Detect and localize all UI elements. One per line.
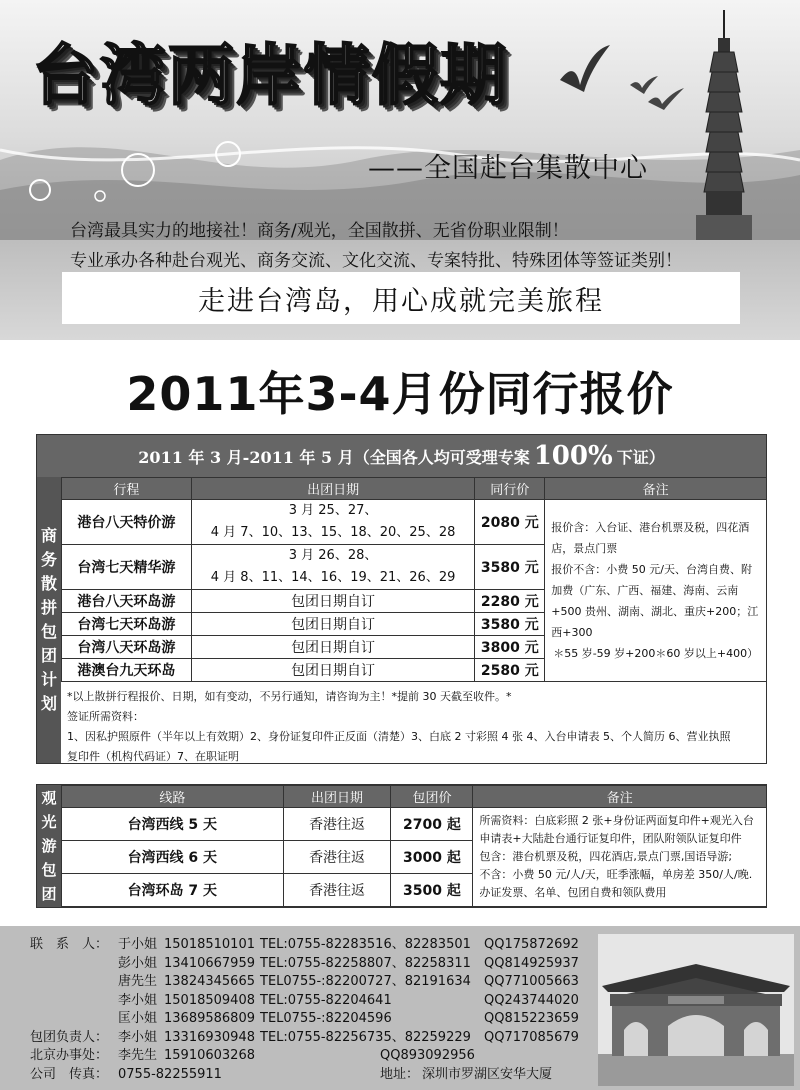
- sightseeing-grid: [61, 785, 767, 907]
- fine-print-line: *以上散拼行程报价、日期，如有变动，不另行通知，请咨询为主！*提前 30 天截至收件。*: [67, 690, 512, 703]
- dates-line: 4 月 8、11、14、16、19、21、26、29: [210, 570, 456, 585]
- contact-qq: QQ175872692: [484, 937, 579, 952]
- price-cell: 3580 元: [475, 613, 545, 636]
- side-char: 团: [40, 646, 57, 665]
- dates-line: 3 月 25、27、: [288, 503, 378, 518]
- dates-line: 4 月 7、10、13、15、18、20、25、28: [210, 525, 456, 540]
- table-header-row: [62, 478, 767, 500]
- intro-line-2: 专业承办各种赴台观光、商务交流、文化交流、专案特批、特殊团体等签证类别！: [70, 251, 682, 271]
- contact-mobile: 13689586809: [164, 1011, 255, 1026]
- side-char: 商: [40, 526, 57, 545]
- fine-print-line: 复印件（机构代码证）7、在职证明: [67, 750, 239, 763]
- depart-cell: 香港往返: [283, 808, 391, 841]
- price-cell: 2700 起: [391, 808, 473, 841]
- contact-tel: TEL:0755-82256735、82259229: [260, 1029, 471, 1045]
- main-title: 台湾两岸情假期: [32, 37, 508, 114]
- banner-rate: 100%: [533, 441, 613, 471]
- contact-label: 北京办事处：: [30, 1048, 109, 1063]
- route-cell: 台湾环岛 7 天: [62, 874, 284, 907]
- route-cell: 台湾西线 6 天: [62, 841, 284, 874]
- contact-name: 匡小姐: [118, 1011, 158, 1026]
- contact-mobile: 13316930948: [164, 1029, 255, 1045]
- side-char: 游: [41, 837, 57, 855]
- notes-line: 所需资料：白底彩照 2 张+身份证两面复印件+观光入台申请表+大陆赴台通行证复印件，团队附领队证复印件: [479, 814, 754, 845]
- contact-name: 李先生: [118, 1048, 158, 1063]
- contact-mobile: 15018509408: [164, 992, 255, 1008]
- col-route: 行程: [62, 478, 192, 500]
- contact-mobile: 13824345665: [164, 974, 255, 989]
- fine-print: [61, 685, 766, 769]
- depart-cell: 香港往返: [283, 841, 391, 874]
- contact-qq: QQ717085679: [484, 1029, 579, 1045]
- sightseeing-tour-table: [36, 784, 767, 908]
- notes-age-fee: ＊55 岁-59 岁+200＊60 岁以上+400）: [553, 647, 759, 660]
- dates-line: 3 月 26、28、: [288, 548, 378, 563]
- side-char: 划: [40, 694, 57, 713]
- business-notes: [545, 500, 767, 682]
- col-depart: 出团日期: [283, 786, 391, 808]
- dates-cell: 包团日期自订: [191, 636, 475, 659]
- price-cell: 3500 起: [391, 874, 473, 907]
- seagulls-icon: [550, 40, 690, 120]
- col-notes: 备注: [545, 478, 767, 500]
- header-banner: [0, 0, 800, 340]
- fax-number: 0755-82255911: [118, 1066, 222, 1082]
- taipei-101-icon: [692, 10, 756, 240]
- contact-mobile: 13410667959: [164, 955, 255, 971]
- contact-qq: QQ771005663: [484, 974, 579, 989]
- side-char: 包: [40, 622, 57, 641]
- col-route: 线路: [62, 786, 284, 808]
- notes-line: 不含：小费 50 元/人/天，旺季涨幅，单房差 350/人/晚.: [479, 868, 753, 881]
- route-cell: 台湾西线 5 天: [62, 808, 284, 841]
- side-char: 团: [41, 885, 57, 903]
- side-char: 包: [41, 861, 57, 879]
- price-cell: 3000 起: [391, 841, 473, 874]
- sightseeing-side-label: [37, 785, 61, 907]
- contact-tel: TEL:0755-82283516、82283501: [260, 937, 471, 952]
- contact-name: 李小姐: [118, 992, 158, 1008]
- side-char: 拼: [40, 598, 57, 617]
- table-header-row: [62, 786, 767, 808]
- side-char: 光: [41, 813, 57, 831]
- contact-qq: QQ893092956: [380, 1048, 475, 1063]
- price-cell: 3800 元: [475, 636, 545, 659]
- route-cell: 台湾八天环岛游: [62, 636, 192, 659]
- dates-cell: 包团日期自订: [191, 590, 475, 613]
- contact-mobile: 15018510101: [164, 937, 255, 952]
- intro-line-1: 台湾最具实力的地接社！商务/观光，全国散拼、无省份职业限制！: [70, 221, 569, 241]
- table-row: [62, 500, 767, 545]
- contact-tel: TEL:0755-82258807、82258311: [260, 955, 471, 971]
- notes-excluded: 报价不含：小费 50 元/天、台湾自费、附加费（广东、广西、福建、海南、云南+500 贵州、湖南、湖北、重庆+200；江西+300: [551, 563, 759, 639]
- contact-qq: QQ815223659: [484, 1011, 579, 1026]
- contact-name: 彭小姐: [118, 955, 158, 971]
- contact-tel: TEL:0755-82204641: [260, 992, 392, 1008]
- contact-qq: QQ243744020: [484, 992, 579, 1008]
- contact-mobile: 15910603268: [164, 1048, 255, 1063]
- slogan-box: [62, 272, 740, 324]
- fax-label: 公司 传真：: [30, 1066, 109, 1082]
- business-side-label: [37, 477, 61, 763]
- price-cell: 3580 元: [475, 545, 545, 590]
- col-dates: 出团日期: [191, 478, 475, 500]
- price-cell: 2080 元: [475, 500, 545, 545]
- price-cell: 2580 元: [475, 659, 545, 682]
- contact-tel: TEL0755-:82200727、82191634: [260, 974, 471, 989]
- business-tour-table: [36, 434, 767, 764]
- notes-line: 包含：港台机票及税，四花酒店,景点门票,国语导游;: [479, 850, 733, 863]
- price-headline: 2011年3-4月份同行报价: [126, 367, 674, 421]
- banner-text-post: 下证）: [616, 447, 665, 467]
- contact-name: 于小姐: [118, 937, 158, 952]
- contact-name: 唐先生: [118, 974, 158, 989]
- business-banner: [37, 435, 766, 477]
- notes-line: 办证发票、名单、包团自费和领队费用: [479, 886, 667, 899]
- address-label: 地址：: [380, 1066, 420, 1082]
- route-cell: 台湾七天精华游: [62, 545, 192, 590]
- route-cell: 台湾七天环岛游: [62, 613, 192, 636]
- col-price: 包团价: [391, 786, 473, 808]
- business-grid: [61, 477, 767, 682]
- side-char: 务: [40, 550, 57, 569]
- slogan: 走进台湾岛，用心成就完美旅程: [198, 285, 604, 317]
- col-price: 同行价: [475, 478, 545, 500]
- address: 深圳市罗湖区安华大厦: [422, 1066, 553, 1082]
- side-char: 计: [40, 670, 57, 689]
- fine-print-line: 签证所需资料：: [67, 710, 144, 723]
- bubbles-decoration: [20, 140, 260, 220]
- contact-tel: TEL0755-:82204596: [260, 1011, 392, 1026]
- dates-cell: [191, 545, 475, 590]
- side-char: 散: [40, 574, 57, 593]
- contact-label: 包团负责人：: [30, 1029, 109, 1045]
- memorial-gate-photo: [598, 934, 794, 1086]
- contact-label: 联 系 人：: [30, 937, 109, 952]
- table-row: [62, 808, 767, 841]
- notes-included: 报价含：入台证、港台机票及税，四花酒店，景点门票: [551, 521, 750, 555]
- col-notes: 备注: [473, 786, 767, 808]
- subtitle: ——全国赴台集散中心: [368, 153, 648, 184]
- dates-cell: 包团日期自订: [191, 659, 475, 682]
- route-cell: 港台八天特价游: [62, 500, 192, 545]
- sightseeing-notes: [473, 808, 767, 907]
- depart-cell: 香港往返: [283, 874, 391, 907]
- dates-cell: [191, 500, 475, 545]
- contact-qq: QQ814925937: [484, 955, 579, 971]
- fine-print-line: 1、因私护照原件（半年以上有效期）2、身份证复印件正反面（清楚）3、白底 2 寸彩照 4 张 4、入台申请表 5、个人简历 6、营业执照: [67, 730, 731, 743]
- contact-footer: [0, 926, 800, 1090]
- banner-text-pre: 2011 年 3 月-2011 年 5 月（全国各人均可受理专案: [138, 447, 530, 467]
- price-cell: 2280 元: [475, 590, 545, 613]
- route-cell: 港澳台九天环岛: [62, 659, 192, 682]
- side-char: 观: [41, 789, 57, 807]
- contact-name: 李小姐: [118, 1029, 158, 1045]
- dates-cell: 包团日期自订: [191, 613, 475, 636]
- route-cell: 港台八天环岛游: [62, 590, 192, 613]
